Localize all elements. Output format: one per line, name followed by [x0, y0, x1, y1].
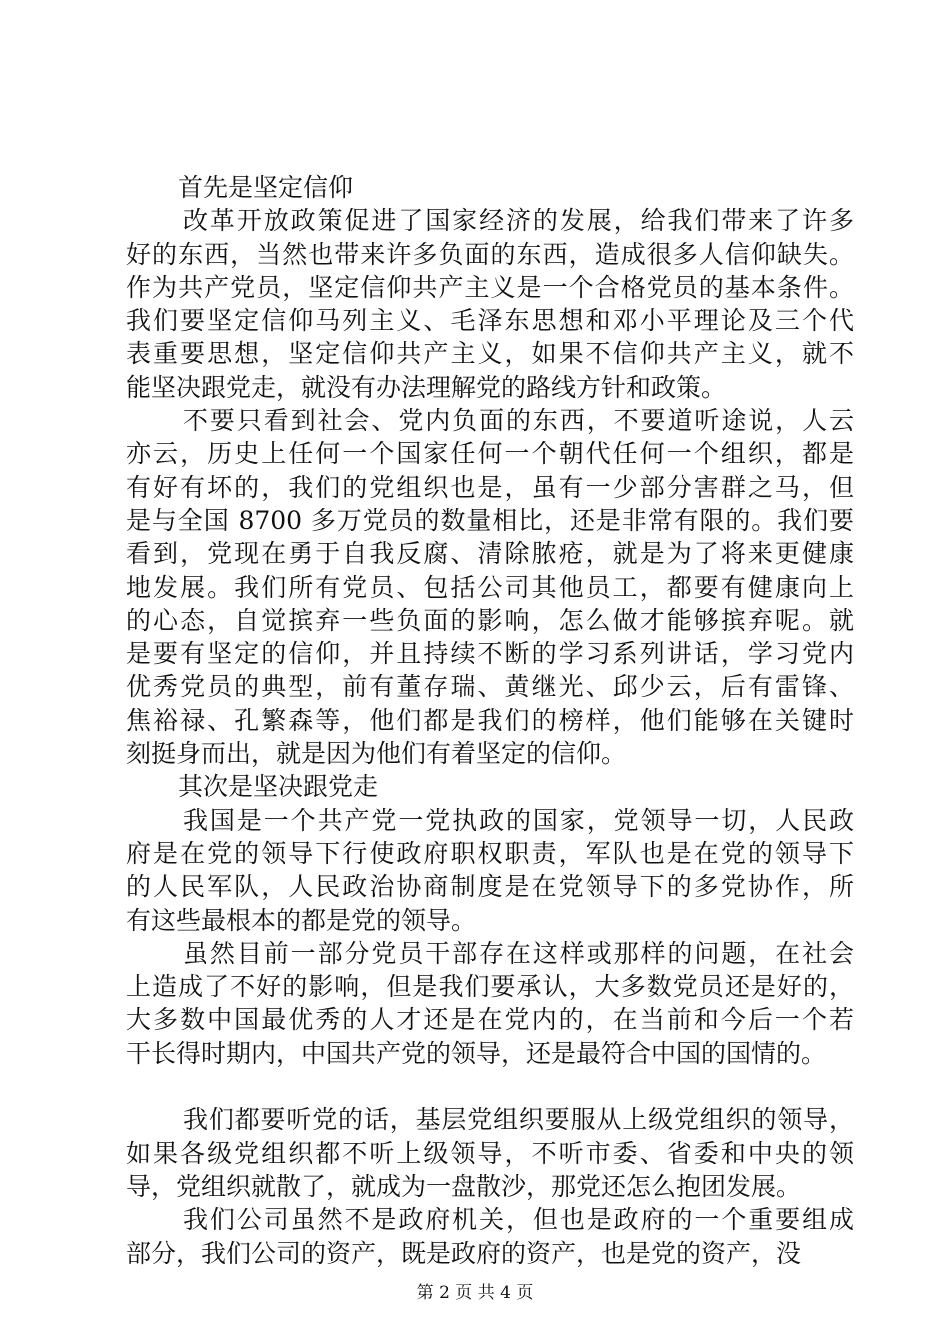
text-line: 看到，党现在勇于自我反腐、清除脓疮，就是为了将来更健康: [126, 539, 854, 569]
body-paragraph: [126, 404, 854, 770]
text-line: 有这些最根本的都是党的领导。: [126, 905, 477, 935]
text-line: 作为共产党员，坚定信仰共产主义是一个合格党员的基本条件。: [126, 272, 854, 302]
text-line: 我们都要听党的话，基层党组织要服从上级党组织的领导，: [183, 1105, 854, 1135]
text-line: 我们要坚定信仰马列主义、毛泽东思想和邓小平理论及三个代: [126, 306, 854, 336]
text-line: 部分，我们公司的资产，既是政府的资产，也是党的资产，没: [126, 1238, 802, 1268]
text-line: 地发展。我们所有党员、包括公司其他员工，都要有健康向上: [126, 572, 854, 602]
text-line: 导，党组织就散了，就成为一盘散沙，那党还怎么抱团发展。: [126, 1171, 802, 1201]
text-line: 焦裕禄、孔繁森等，他们都是我们的榜样，他们能够在关键时: [126, 705, 854, 735]
text-line: 能坚决跟党走，就没有办法理解党的路线方针和政策。: [126, 372, 727, 402]
blank-line: [126, 1070, 854, 1103]
text-line: 我们公司虽然不是政府机关，但也是政府的一个重要组成: [183, 1205, 854, 1235]
text-line: 刻挺身而出，就是因为他们有着坚定的信仰。: [126, 739, 627, 769]
body-paragraph: [126, 1203, 854, 1270]
text-line: 表重要思想，坚定信仰共产主义，如果不信仰共产主义，就不: [126, 339, 854, 369]
text-line: 好的东西，当然也带来许多负面的东西，造成很多人信仰缺失。: [126, 239, 854, 269]
body-paragraph: [126, 204, 854, 404]
body-paragraph: [126, 937, 854, 1070]
text-line: 不要只看到社会、党内负面的东西，不要道听途说，人云: [183, 406, 854, 436]
text-line: 是要有坚定的信仰，并且持续不断的学习系列讲话，学习党内: [126, 639, 854, 669]
text-line: 亦云，历史上任何一个国家任何一个朝代任何一个组织，都是: [126, 439, 854, 469]
text-line: 的心态，自觉摈弃一些负面的影响，怎么做才能够摈弃呢。就: [126, 605, 854, 635]
body-paragraph: [126, 1103, 854, 1203]
body-paragraph: [126, 804, 854, 937]
section-heading: [126, 171, 854, 204]
text-line: 大多数中国最优秀的人才还是在党内的，在当前和今后一个若: [126, 1005, 854, 1035]
text-line: 是与全国 8700 多万党员的数量相比，还是非常有限的。我们要: [126, 505, 854, 535]
text-line: 府是在党的领导下行使政府职权职责，军队也是在党的领导下: [126, 838, 854, 868]
text-line: 如果各级党组织都不听上级领导，不听市委、省委和中央的领: [126, 1138, 854, 1168]
section-heading: [126, 770, 854, 803]
text-line: 虽然目前一部分党员干部存在这样或那样的问题，在社会: [183, 938, 854, 968]
page-footer: 第 2 页 共 4 页: [416, 1283, 534, 1303]
text-line: 上造成了不好的影响，但是我们要承认，大多数党员还是好的，: [126, 972, 854, 1002]
text-line: 的人民军队，人民政治协商制度是在党领导下的多党协作，所: [126, 872, 854, 902]
text-line: 改革开放政策促进了国家经济的发展，给我们带来了许多: [183, 206, 854, 236]
text-line: 其次是坚决跟党走: [178, 772, 379, 802]
text-line: 干长得时期内，中国共产党的领导，还是最符合中国的国情的。: [126, 1038, 827, 1068]
text-line: 优秀党员的典型，前有董存瑞、黄继光、邱少云，后有雷锋、: [126, 672, 854, 702]
text-line: 我国是一个共产党一党执政的国家，党领导一切，人民政: [183, 805, 854, 835]
document-body: [126, 171, 854, 1270]
text-line: 有好有坏的，我们的党组织也是，虽有一少部分害群之马，但: [126, 472, 854, 502]
text-line: 首先是坚定信仰: [178, 173, 354, 202]
